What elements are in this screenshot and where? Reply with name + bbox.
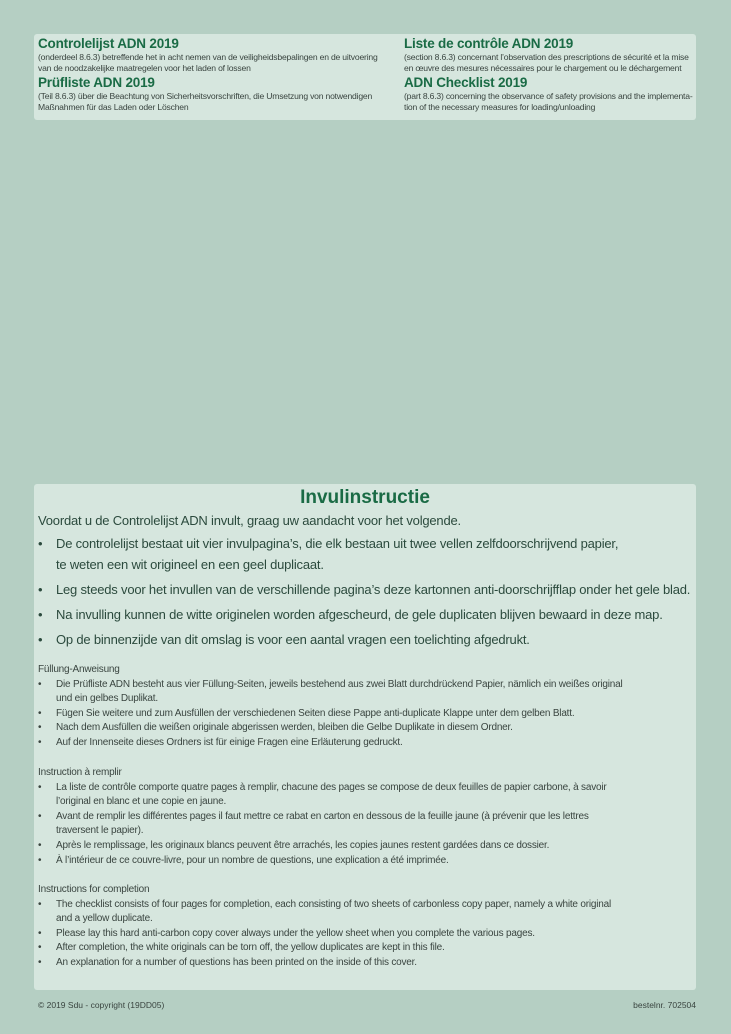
list-item-line: An explanation for a number of questions has been printed on the inside of this cover.	[56, 956, 417, 968]
fr-heading: Instruction à remplir	[38, 767, 122, 778]
list-item-line: The checklist consists of four pages for completion, each consisting of two sheets of carbonless copy paper, namely a white original	[56, 898, 612, 910]
header-nl-title: Controlelijst ADN 2019	[38, 36, 179, 51]
bullet: •	[38, 927, 42, 939]
list-item	[38, 736, 688, 751]
list-item	[38, 707, 688, 722]
header-de-line2: Maßnahmen für das Laden oder Löschen	[38, 102, 189, 112]
bullet: •	[38, 781, 42, 793]
list-item-line: Na invulling kunnen de witte originelen worden afgescheurd, de gele duplicaten blijven bewaard in deze map.	[56, 607, 663, 622]
header-de-title: Prüfliste ADN 2019	[38, 75, 155, 90]
instructions-panel	[34, 484, 696, 990]
list-item-line: Leg steeds voor het invullen van de verschillende pagina’s deze kartonnen anti-doorschrijfflap onder het gele blad.	[56, 582, 691, 597]
header-nl-line1: (onderdeel 8.6.3) betreffende het in acht nemen van de veiligheidsbepalingen en de uitvoering	[38, 52, 378, 62]
header-panel	[34, 34, 696, 120]
bullet: •	[38, 898, 42, 910]
list-item-line: and a yellow duplicate.	[56, 913, 153, 925]
header-en	[404, 75, 724, 113]
list-item-line: Avant de remplir les différentes pages il faut mettre ce rabat en carton en dessous de la feuille jaune (à prévenir que les lettres	[56, 810, 589, 822]
header-fr-line1: (section 8.6.3) concernant l’observation des prescriptions de sécurité et la mise	[404, 52, 689, 62]
list-item-line: De controlelijst bestaat uit vier invulpagina’s, die elk bestaan uit twee vellen zelfdoorschrijvend papier,	[56, 536, 619, 551]
header-nl	[38, 36, 378, 74]
list-item-line: À l’intérieur de ce couvre-livre, pour un nombre de questions, une explication a été imprimée.	[56, 854, 449, 866]
bullet: •	[38, 854, 42, 866]
list-item-line: Après le remplissage, les originaux blancs peuvent être arrachés, les copies jaunes restent gardées dans ce dossier.	[56, 839, 550, 851]
de-instruction-section	[38, 663, 688, 751]
header-en-line2: tion of the necessary measures for loading/unloading	[404, 102, 596, 112]
header-left-column	[38, 36, 378, 114]
list-item-line: traversent le papier).	[56, 825, 144, 837]
list-item-line: Please lay this hard anti-carbon copy cover always under the yellow sheet when you complete the various pages.	[56, 927, 535, 939]
header-fr-title: Liste de contrôle ADN 2019	[404, 36, 574, 51]
bullet: •	[38, 810, 42, 822]
list-item	[38, 678, 688, 707]
bullet: •	[38, 942, 42, 954]
list-item	[38, 854, 688, 869]
list-item-line: l’original en blanc et une copie en jaune.	[56, 796, 227, 808]
list-item	[38, 721, 688, 736]
list-item	[38, 533, 688, 575]
list-item-line: Die Prüfliste ADN besteht aus vier Füllung-Seiten, jeweils bestehend aus zwei Blatt durchdrückend Papier, nämlich ein weißes original	[56, 678, 623, 690]
list-item	[38, 941, 688, 956]
instructions-title: Invulinstructie	[300, 487, 430, 508]
list-item	[38, 839, 688, 854]
list-item-line: Auf der Innenseite dieses Ordners ist für einige Fragen eine Erläuterung gedruckt.	[56, 736, 403, 748]
list-item	[38, 604, 688, 625]
header-de-line1: (Teil 8.6.3) über die Beachtung von Sicherheitsvorschriften, die Umsetzung von notwendigen	[38, 91, 373, 101]
en-instruction-section	[38, 883, 688, 971]
bullet: •	[38, 707, 42, 719]
list-item	[38, 629, 688, 650]
en-heading: Instructions for completion	[38, 884, 150, 895]
list-item	[38, 927, 688, 942]
header-right-column	[404, 36, 724, 114]
bullet: •	[38, 678, 42, 690]
bullet: •	[38, 607, 43, 622]
bullet: •	[38, 956, 42, 968]
list-item-line: After completion, the white originals can be torn off, the yellow duplicates are kept in this file.	[56, 942, 445, 954]
fr-instruction-section	[38, 766, 688, 868]
list-item	[38, 781, 688, 810]
header-nl-line2: van de noodzakelijke maatregelen voor het laden of lossen	[38, 63, 251, 73]
header-en-title: ADN Checklist 2019	[404, 75, 528, 90]
bullet: •	[38, 536, 43, 551]
list-item-line: Op de binnenzijde van dit omslag is voor een aantal vragen een toelichting afgedrukt.	[56, 632, 530, 647]
nl-instruction-list	[38, 533, 691, 654]
list-item-line: te weten een wit origineel en een geel duplicaat.	[56, 557, 324, 572]
bullet: •	[38, 582, 43, 597]
header-fr-line2: en œuvre des mesures nécessaires pour le chargement ou le déchargement	[404, 63, 682, 73]
instructions-intro: Voordat u de Controlelijst ADN invult, graag uw aandacht voor het volgende.	[38, 513, 461, 528]
list-item-line: La liste de contrôle comporte quatre pages à remplir, chacune des pages se compose de deux feuilles de papier carbone, à savoir	[56, 781, 607, 793]
list-item	[38, 579, 691, 600]
header-de	[38, 75, 373, 113]
list-item	[38, 810, 688, 839]
list-item-line: Fügen Sie weitere und zum Ausfüllen der verschiedenen Seiten diese Pappe anti-duplicate Klappe unter dem gelben Blatt.	[56, 707, 575, 719]
list-item-line: Nach dem Ausfüllen die weißen originale abgerissen werden, bleiben die Gelbe Duplikate in diesem Ordner.	[56, 722, 513, 734]
bullet: •	[38, 722, 42, 734]
copyright-text: © 2019 Sdu - copyright (19DD05)	[38, 1000, 165, 1010]
header-fr	[404, 36, 724, 74]
list-item-line: und ein gelbes Duplikat.	[56, 693, 158, 705]
bullet: •	[38, 632, 43, 647]
bullet: •	[38, 736, 42, 748]
list-item	[38, 898, 688, 927]
order-number: bestelnr. 702504	[633, 1000, 696, 1010]
bullet: •	[38, 839, 42, 851]
de-heading: Füllung-Anweisung	[38, 664, 120, 675]
header-en-line1: (part 8.6.3) concerning the observance of safety provisions and the implementa-	[404, 91, 693, 101]
list-item	[38, 956, 688, 971]
